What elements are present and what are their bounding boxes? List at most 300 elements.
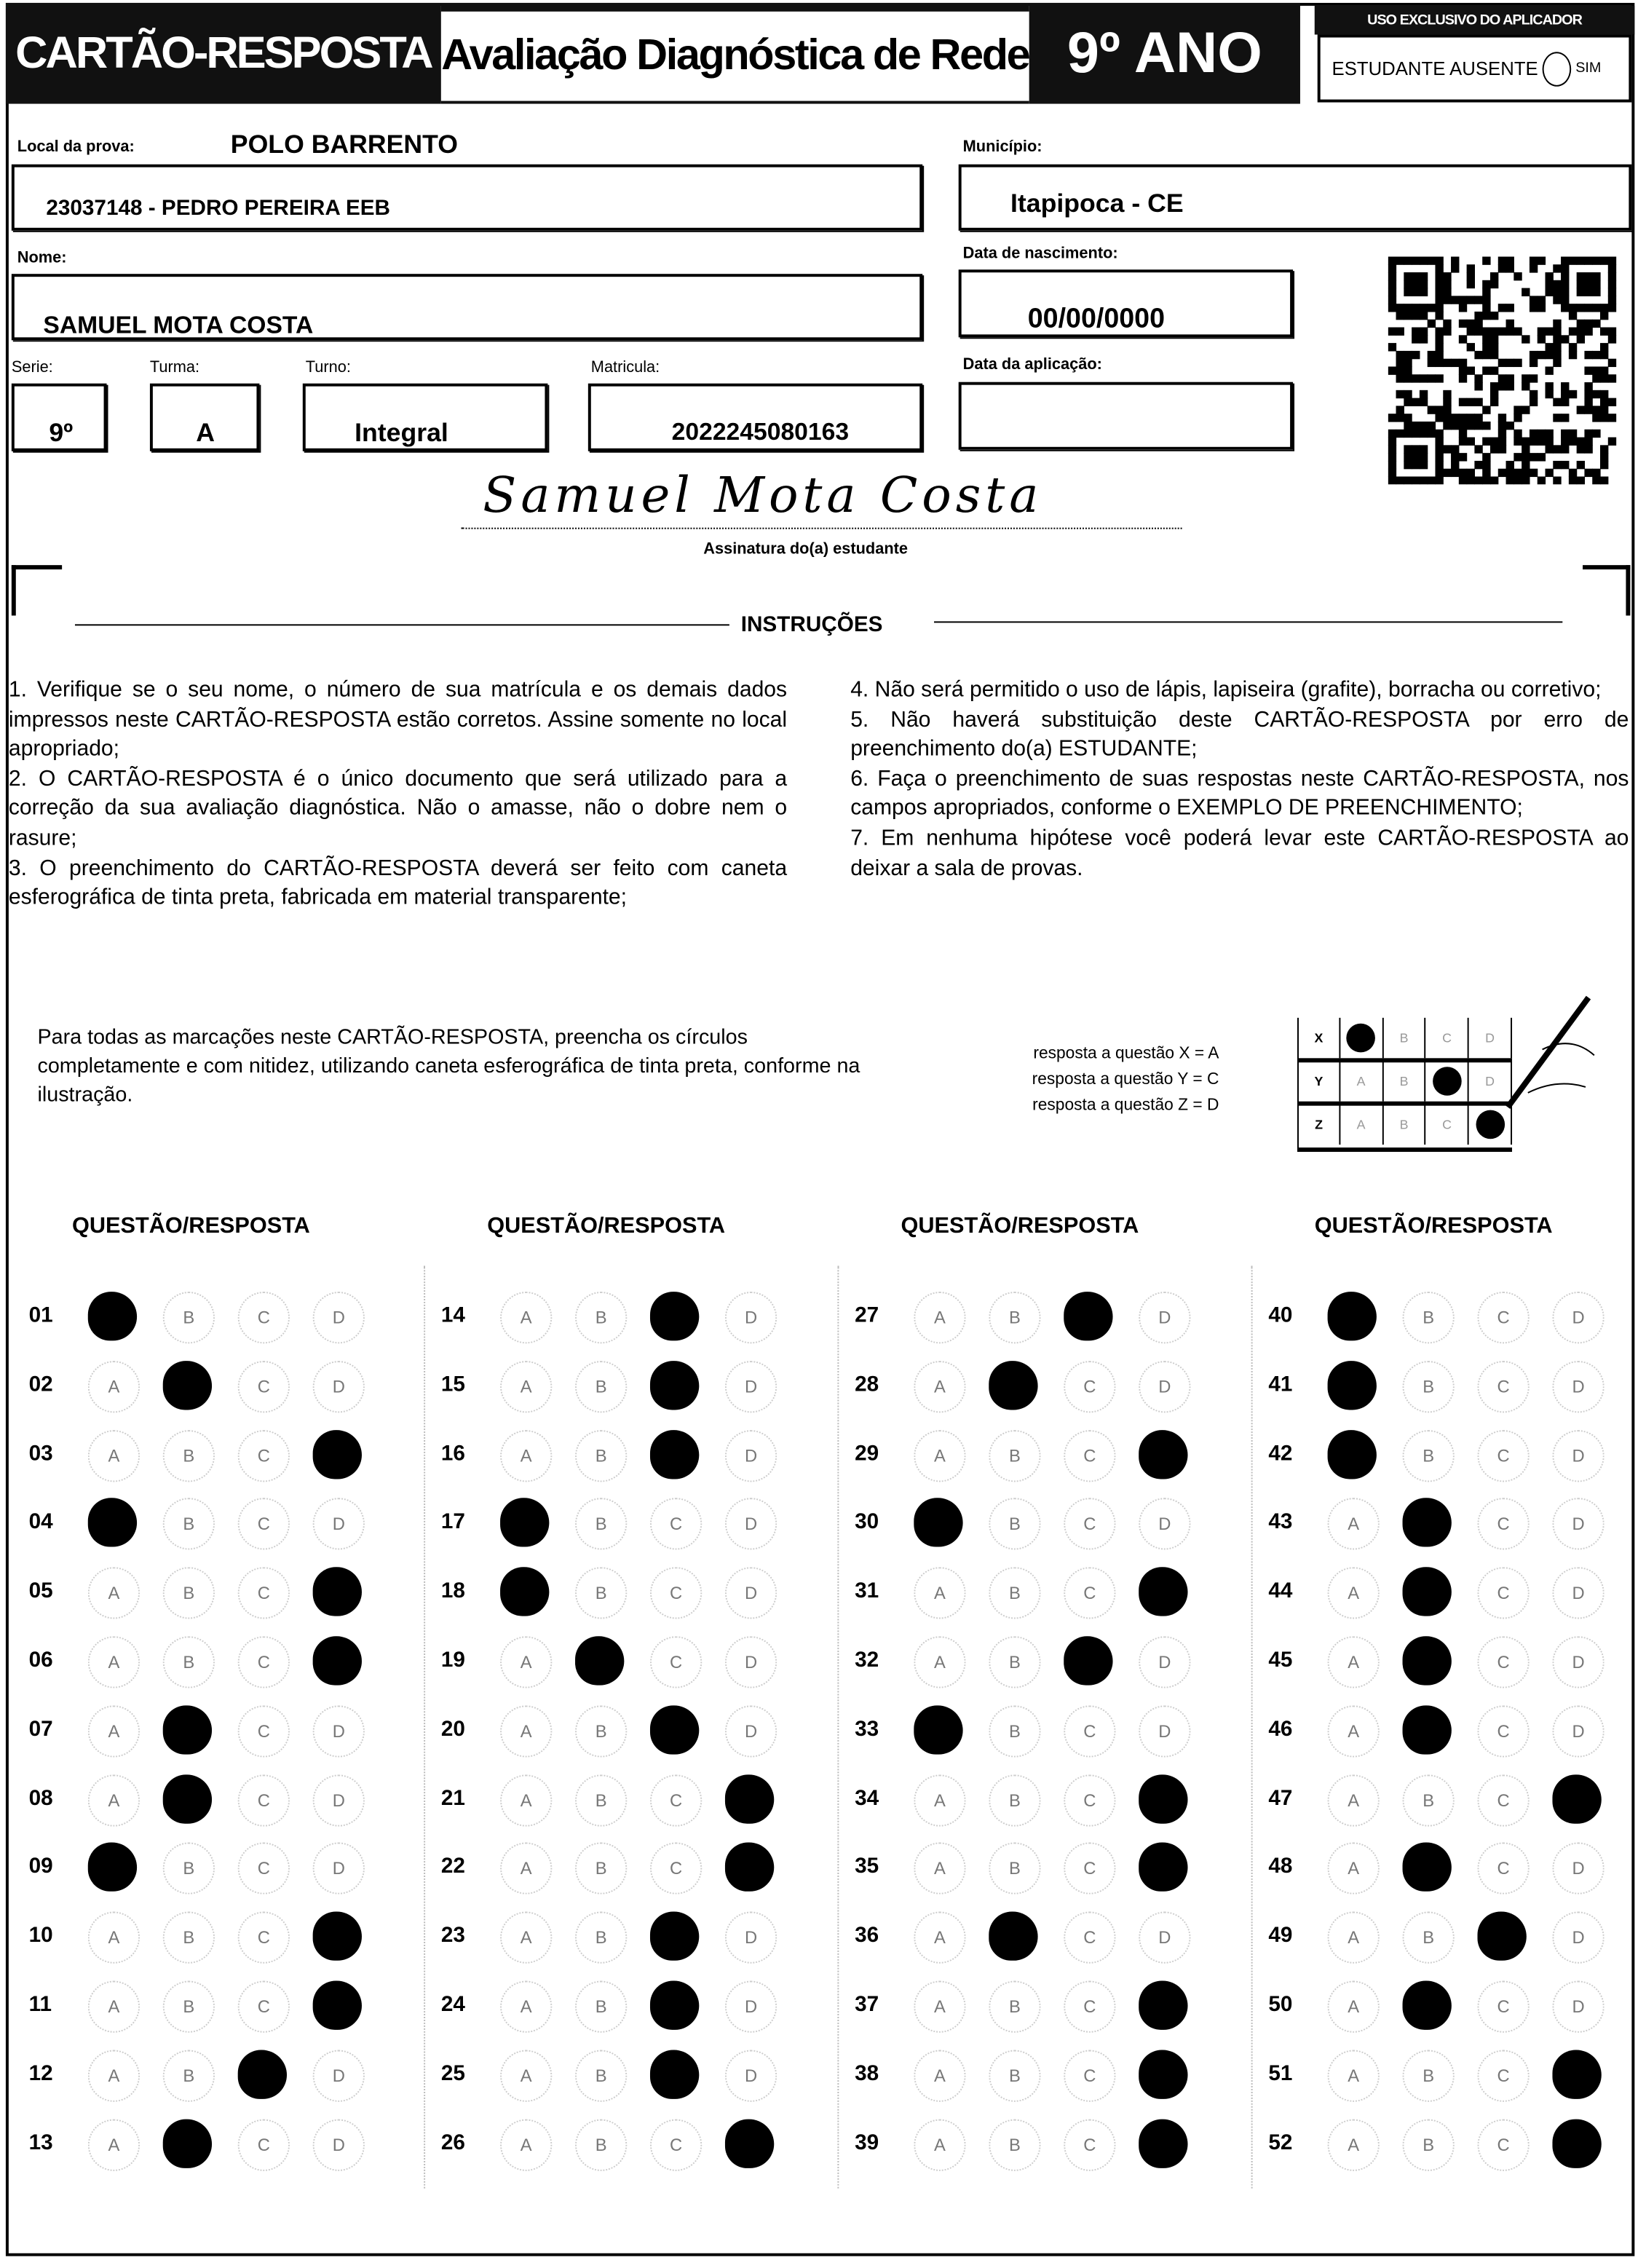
example-bubble <box>1340 1018 1383 1058</box>
answer-bubble-filled[interactable]: A <box>500 1498 549 1547</box>
nome-value: SAMUEL MOTA COSTA <box>43 311 314 339</box>
answer-bubble[interactable]: C <box>650 1843 702 1894</box>
answer-bubble[interactable]: B <box>163 1843 215 1894</box>
answer-bubble-filled[interactable]: A <box>1328 1292 1377 1340</box>
answer-bubble[interactable]: D <box>725 1705 777 1757</box>
answer-bubble[interactable]: B <box>989 1568 1040 1619</box>
applicator-only-label: USO EXCLUSIVO DO APLICADOR <box>1315 6 1635 35</box>
answer-bubble[interactable]: C <box>1478 1843 1530 1894</box>
answer-bubble-filled[interactable]: D <box>1139 1429 1187 1478</box>
column-separator <box>424 1265 425 2188</box>
answer-bubble-filled[interactable]: D <box>1139 1568 1187 1616</box>
answer-bubble[interactable]: C <box>1064 1429 1115 1481</box>
answer-bubble[interactable]: D <box>1552 1981 1604 2033</box>
answer-bubble[interactable]: C <box>1064 2119 1115 2170</box>
divider <box>934 621 1562 623</box>
answer-bubble[interactable]: B <box>989 2119 1040 2170</box>
answer-bubble[interactable]: C <box>238 2119 290 2170</box>
example-legend-y: resposta a questão Y = C <box>1032 1071 1219 1088</box>
answer-bubble[interactable]: C <box>1478 2050 1530 2101</box>
turno-label: Turno: <box>305 359 351 376</box>
question-number: 11 <box>28 1992 52 2018</box>
answer-bubble[interactable]: A <box>88 1568 140 1619</box>
instructions-title: INSTRUÇÕES <box>740 612 883 638</box>
answer-bubble-filled[interactable]: D <box>313 1568 362 1616</box>
answer-bubble[interactable]: C <box>238 1981 290 2033</box>
answer-bubble[interactable]: A <box>1328 1912 1380 1964</box>
answer-bubble[interactable]: B <box>575 1843 627 1894</box>
answer-bubble[interactable]: C <box>1064 1912 1115 1964</box>
answer-bubble-filled[interactable]: B <box>163 1361 212 1410</box>
answer-bubble[interactable]: D <box>313 1498 365 1550</box>
answer-bubble-filled[interactable]: D <box>1139 2119 1187 2168</box>
column-header: QUESTÃO/RESPOSTA <box>1314 1214 1553 1238</box>
answer-bubble[interactable]: A <box>88 1705 140 1757</box>
column-header: QUESTÃO/RESPOSTA <box>901 1214 1139 1238</box>
answer-bubble[interactable]: C <box>238 1912 290 1964</box>
example-bubble: D <box>1469 1061 1512 1101</box>
answer-bubble-filled[interactable]: D <box>1552 2050 1601 2098</box>
question-number: 19 <box>440 1648 465 1672</box>
answer-bubble[interactable]: B <box>989 1292 1040 1343</box>
answer-bubble[interactable]: D <box>313 1843 365 1894</box>
answer-bubble[interactable]: C <box>1478 2119 1530 2170</box>
serie-value: 9º <box>49 418 74 447</box>
turno-value: Integral <box>355 418 448 447</box>
answer-bubble[interactable]: A <box>914 1361 965 1412</box>
filled-bubble-icon <box>1433 1067 1462 1096</box>
answer-bubble[interactable]: D <box>1139 1636 1190 1688</box>
question-number: 51 <box>1268 2060 1293 2086</box>
answer-bubble[interactable]: B <box>163 1912 215 1964</box>
answer-bubble-filled[interactable]: A <box>88 1292 137 1340</box>
question-number: 17 <box>440 1509 465 1535</box>
answer-bubble[interactable]: D <box>1139 1705 1190 1757</box>
question-number: 41 <box>1268 1372 1293 1397</box>
answer-bubble-filled[interactable]: A <box>1328 1361 1377 1410</box>
answer-bubble[interactable]: A <box>88 1981 140 2033</box>
question-number: 38 <box>855 2060 879 2086</box>
answer-bubble[interactable]: D <box>313 1774 365 1826</box>
answer-bubble[interactable]: A <box>500 1429 552 1481</box>
answer-bubble-filled[interactable]: D <box>1139 1843 1187 1892</box>
answer-bubble[interactable]: D <box>725 1981 777 2033</box>
answer-bubble[interactable]: A <box>500 1705 552 1757</box>
absent-label: ESTUDANTE AUSENTE <box>1332 58 1538 79</box>
answer-bubble[interactable]: C <box>650 1498 702 1550</box>
answer-bubble[interactable]: B <box>163 1292 215 1343</box>
pen-icon <box>1471 992 1600 1136</box>
answer-bubble[interactable]: D <box>725 1498 777 1550</box>
answer-bubble[interactable]: A <box>88 1429 140 1481</box>
absent-option: SIM <box>1575 60 1602 76</box>
question-number: 30 <box>855 1509 879 1535</box>
answer-bubble[interactable]: A <box>500 1636 552 1688</box>
answer-bubble[interactable]: D <box>313 1292 365 1343</box>
answer-bubble[interactable]: C <box>238 1774 290 1826</box>
nascimento-value: 00/00/0000 <box>1027 304 1166 335</box>
answer-bubble-filled[interactable]: B <box>575 1636 624 1685</box>
instructions-right: 4. Não será permitido o uso de lápis, lapiseira (grafite), borracha ou corretivo; 5. Não haverá substituição deste CARTÃO-RESPOSTA por erro de preenchimento do(a) ESTUDANTE; 6. Faça o preenchimento de suas respostas neste CARTÃO-RESPOSTA, nos campos apropriados, conforme o EXEMPLO DE PREENCHIMENTO; 7. Em nenhuma hipótese você poderá levar este CARTÃO-RESPOSTA ao deixar a sala de provas. <box>850 677 1629 880</box>
answer-bubble[interactable]: B <box>989 1981 1040 2033</box>
answer-bubble-filled[interactable]: D <box>725 2119 774 2168</box>
answer-bubble[interactable]: A <box>914 1774 965 1826</box>
question-number: 15 <box>440 1372 465 1397</box>
answer-bubble[interactable]: D <box>725 1912 777 1964</box>
turma-label: Turma: <box>149 359 200 376</box>
answer-bubble[interactable]: D <box>725 1636 777 1688</box>
answer-bubble-filled[interactable]: D <box>313 1636 362 1685</box>
answer-bubble[interactable]: B <box>575 1361 627 1412</box>
answer-bubble[interactable]: A <box>1328 1981 1380 2033</box>
answer-bubble[interactable]: A <box>914 1292 965 1343</box>
answer-bubble[interactable]: D <box>1139 1912 1190 1964</box>
answer-bubble[interactable]: D <box>1552 1498 1604 1550</box>
answer-bubble[interactable]: A <box>914 1981 965 2033</box>
turma-field <box>150 384 259 451</box>
answer-bubble[interactable]: B <box>163 1981 215 2033</box>
example-bubble: A <box>1340 1061 1383 1101</box>
question-number: 28 <box>855 1372 879 1397</box>
answer-bubble[interactable]: D <box>1552 1636 1604 1688</box>
answer-bubble-filled[interactable]: C <box>238 2050 287 2098</box>
answer-bubble[interactable]: C <box>238 1429 290 1481</box>
answer-bubble[interactable]: A <box>88 1912 140 1964</box>
serie-field <box>12 384 107 451</box>
answer-bubble-filled[interactable]: D <box>1552 2119 1601 2168</box>
answer-bubble-filled[interactable]: D <box>725 1774 774 1823</box>
answer-bubble-filled[interactable]: D <box>725 1843 774 1892</box>
question-number: 39 <box>855 2130 879 2155</box>
answer-bubble[interactable]: C <box>1064 1843 1115 1894</box>
question-number: 21 <box>440 1785 465 1811</box>
example-instructions: Para todas as marcações neste CARTÃO-RESPOSTA, preencha os círculos completamente e com nitidez, utilizando caneta esferográfica de tinta preta, conforme na ilustração. <box>37 1026 860 1107</box>
answer-bubble[interactable]: C <box>1064 2050 1115 2101</box>
answer-bubble[interactable]: A <box>1328 1568 1380 1619</box>
question-number: 52 <box>1268 2130 1293 2155</box>
answer-bubble[interactable]: C <box>650 2119 702 2170</box>
question-number: 34 <box>855 1785 879 1811</box>
answer-bubble[interactable]: B <box>989 1705 1040 1757</box>
answer-bubble[interactable]: D <box>1552 1705 1604 1757</box>
answer-bubble[interactable]: A <box>1328 2119 1380 2170</box>
answer-bubble[interactable]: D <box>1552 1568 1604 1619</box>
answer-bubble-filled[interactable]: B <box>1403 1705 1452 1754</box>
answer-bubble[interactable]: D <box>725 1568 777 1619</box>
signature-line <box>462 528 1182 529</box>
answer-bubble[interactable]: D <box>313 1361 365 1412</box>
answer-bubble[interactable]: D <box>725 1429 777 1481</box>
question-number: 48 <box>1268 1854 1293 1879</box>
example-bubble: A <box>1340 1105 1383 1145</box>
answer-bubble[interactable]: B <box>575 1429 627 1481</box>
question-number: 32 <box>855 1648 879 1672</box>
answer-bubble[interactable]: D <box>725 1361 777 1412</box>
local-value: POLO BARRENTO <box>230 130 459 159</box>
answer-bubble[interactable]: D <box>313 1705 365 1757</box>
answer-bubble[interactable]: B <box>1403 2050 1455 2101</box>
answer-bubble[interactable]: D <box>1552 1361 1604 1412</box>
answer-bubble[interactable]: D <box>1139 1498 1190 1550</box>
answer-bubble[interactable]: B <box>989 1429 1040 1481</box>
answer-bubble-filled[interactable]: A <box>88 1843 137 1892</box>
answer-bubble[interactable]: A <box>88 2050 140 2101</box>
answer-bubble[interactable]: C <box>238 1843 290 1894</box>
answer-bubble[interactable]: A <box>500 1774 552 1826</box>
answer-bubble[interactable]: B <box>575 1292 627 1343</box>
question-number: 07 <box>28 1716 53 1742</box>
question-number: 36 <box>855 1923 879 1948</box>
answer-bubble[interactable]: A <box>914 2050 965 2101</box>
answer-bubble[interactable]: C <box>1064 1705 1115 1757</box>
answer-bubble[interactable]: B <box>575 2119 627 2170</box>
answer-bubble[interactable]: B <box>1403 1292 1455 1343</box>
answer-bubble[interactable]: D <box>725 1292 777 1343</box>
answer-bubble-filled[interactable]: D <box>1139 1981 1187 2030</box>
example-row-label: Z <box>1299 1105 1340 1145</box>
answer-bubble[interactable]: A <box>500 1912 552 1964</box>
answer-bubble[interactable]: A <box>500 1361 552 1412</box>
answer-bubble-filled[interactable]: C <box>650 1981 699 2030</box>
answer-bubble[interactable]: B <box>575 1774 627 1826</box>
answer-bubble-filled[interactable]: B <box>1403 1843 1452 1892</box>
answer-bubble[interactable]: C <box>1478 1361 1530 1412</box>
answer-bubble[interactable]: B <box>1403 2119 1455 2170</box>
serie-label: Serie: <box>11 359 53 376</box>
answer-bubble[interactable]: D <box>313 2050 365 2101</box>
example-bubble <box>1426 1061 1469 1101</box>
answer-bubble[interactable]: C <box>1064 1498 1115 1550</box>
answer-bubble[interactable]: A <box>1328 1498 1380 1550</box>
answer-bubble[interactable]: B <box>163 1636 215 1688</box>
filled-bubble-icon <box>1347 1024 1376 1053</box>
answer-bubble-filled[interactable]: C <box>1064 1292 1112 1340</box>
answer-bubble[interactable]: B <box>989 2050 1040 2101</box>
question-number: 29 <box>855 1441 879 1466</box>
answer-bubble[interactable]: A <box>1328 1636 1380 1688</box>
question-number: 14 <box>440 1303 465 1328</box>
answer-bubble[interactable]: A <box>914 1843 965 1894</box>
answer-bubble-filled[interactable]: B <box>1403 1981 1452 2030</box>
answer-bubble[interactable]: A <box>88 2119 140 2170</box>
answer-bubble[interactable]: A <box>914 1636 965 1688</box>
answer-bubble-filled[interactable]: B <box>1403 1636 1452 1685</box>
answer-bubble-filled[interactable]: C <box>650 1705 699 1754</box>
answer-bubble-filled[interactable]: B <box>1403 1568 1452 1616</box>
divider <box>75 624 729 625</box>
answer-bubble-filled[interactable]: D <box>313 1429 362 1478</box>
answer-bubble-filled[interactable]: C <box>650 2050 699 2098</box>
question-number: 42 <box>1268 1441 1293 1466</box>
answer-bubble-filled[interactable]: A <box>914 1498 962 1547</box>
answer-bubble[interactable]: A <box>914 1912 965 1964</box>
answer-bubble[interactable]: C <box>1064 1774 1115 1826</box>
municipio-value: Itapipoca - CE <box>1010 189 1184 218</box>
answer-bubble[interactable]: B <box>989 1498 1040 1550</box>
question-number: 40 <box>1268 1303 1293 1328</box>
answer-bubble[interactable]: B <box>163 1568 215 1619</box>
answer-bubble[interactable]: D <box>1139 1361 1190 1412</box>
question-number: 18 <box>440 1578 465 1604</box>
answer-bubble[interactable]: A <box>1328 2050 1380 2101</box>
answer-bubble-filled[interactable]: A <box>88 1498 137 1547</box>
answer-bubble[interactable]: B <box>575 1981 627 2033</box>
answer-bubble[interactable]: B <box>989 1843 1040 1894</box>
answer-bubble[interactable]: C <box>1478 1568 1530 1619</box>
answer-bubble[interactable]: A <box>1328 1705 1380 1757</box>
answer-bubble-filled[interactable]: B <box>989 1912 1037 1961</box>
answer-bubble[interactable]: D <box>1552 1429 1604 1481</box>
answer-bubble[interactable]: A <box>914 2119 965 2170</box>
answer-bubble[interactable]: C <box>1064 1568 1115 1619</box>
answer-bubble-filled[interactable]: C <box>1478 1912 1527 1961</box>
aplicacao-label: Data da aplicação: <box>962 356 1102 374</box>
question-number: 44 <box>1268 1578 1293 1604</box>
example-bubble: B <box>1383 1061 1426 1101</box>
answer-bubble-filled[interactable]: B <box>163 1774 212 1823</box>
answer-bubble[interactable]: C <box>238 1292 290 1343</box>
question-number: 31 <box>855 1578 879 1604</box>
absent-student-box <box>1318 35 1632 103</box>
local-label: Local da prova: <box>17 138 135 156</box>
answer-bubble[interactable]: C <box>238 1361 290 1412</box>
answer-bubble[interactable]: B <box>575 1498 627 1550</box>
answer-bubble[interactable]: A <box>500 2119 552 2170</box>
question-number: 24 <box>440 1992 465 2018</box>
answer-bubble[interactable]: C <box>238 1705 290 1757</box>
question-number: 02 <box>28 1372 53 1397</box>
answer-bubble-filled[interactable]: B <box>989 1361 1037 1410</box>
answer-bubble-filled[interactable]: C <box>1064 1636 1112 1685</box>
answer-bubble-filled[interactable]: D <box>1552 1774 1601 1823</box>
answer-bubble-filled[interactable]: D <box>1139 2050 1187 2098</box>
question-number: 46 <box>1268 1716 1293 1742</box>
answer-bubble[interactable]: C <box>1478 1636 1530 1688</box>
answer-bubble[interactable]: B <box>575 1912 627 1964</box>
question-number: 23 <box>440 1923 465 1948</box>
answer-bubble[interactable]: D <box>1552 1843 1604 1894</box>
answer-bubble[interactable]: D <box>1139 1292 1190 1343</box>
answer-bubble[interactable]: D <box>1552 1912 1604 1964</box>
answer-bubble[interactable]: A <box>88 1636 140 1688</box>
answer-bubble-filled[interactable]: B <box>163 1705 212 1754</box>
answer-bubble-filled[interactable]: C <box>650 1292 699 1340</box>
answer-bubble[interactable]: B <box>989 1774 1040 1826</box>
answer-bubble[interactable]: B <box>575 1568 627 1619</box>
question-number: 43 <box>1268 1509 1293 1535</box>
answer-bubble-filled[interactable]: C <box>650 1429 699 1478</box>
question-number: 35 <box>855 1854 879 1879</box>
answer-bubble-filled[interactable]: B <box>163 2119 212 2168</box>
answer-bubble[interactable]: B <box>1403 1429 1455 1481</box>
question-number: 45 <box>1268 1648 1293 1672</box>
answer-bubble-filled[interactable]: D <box>313 1981 362 2030</box>
answer-bubble[interactable]: C <box>650 1568 702 1619</box>
answer-bubble[interactable]: A <box>914 1568 965 1619</box>
answer-bubble[interactable]: A <box>500 1981 552 2033</box>
answer-bubble[interactable]: C <box>1064 1361 1115 1412</box>
answer-bubble[interactable]: C <box>238 1568 290 1619</box>
absent-checkbox[interactable] <box>1543 51 1572 86</box>
question-number: 03 <box>28 1441 53 1466</box>
answer-bubble[interactable]: C <box>1064 1981 1115 2033</box>
answer-bubble-filled[interactable]: A <box>500 1568 549 1616</box>
answer-bubble[interactable]: A <box>88 1361 140 1412</box>
answer-bubble[interactable]: B <box>1403 1912 1455 1964</box>
answer-bubble[interactable]: D <box>1552 1292 1604 1343</box>
answer-bubble[interactable]: C <box>1478 1774 1530 1826</box>
answer-bubble[interactable]: D <box>725 2050 777 2101</box>
question-number: 20 <box>440 1716 465 1742</box>
answer-bubble[interactable]: A <box>500 1843 552 1894</box>
matricula-value: 2022245080163 <box>671 418 850 446</box>
answer-bubble[interactable]: C <box>1478 1429 1530 1481</box>
question-number: 04 <box>28 1509 53 1535</box>
question-number: 06 <box>28 1648 53 1672</box>
question-number: 22 <box>440 1854 465 1879</box>
answer-bubble[interactable]: D <box>313 2119 365 2170</box>
nascimento-field <box>959 269 1293 337</box>
answer-bubble[interactable]: C <box>1478 1498 1530 1550</box>
answer-bubble-filled[interactable]: D <box>1139 1774 1187 1823</box>
answer-bubble[interactable]: C <box>238 1636 290 1688</box>
answer-bubble-filled[interactable]: C <box>650 1361 699 1410</box>
answer-bubble[interactable]: C <box>238 1498 290 1550</box>
exam-name: Avaliação Diagnóstica de Rede <box>441 12 1029 101</box>
answer-bubble[interactable]: A <box>914 1429 965 1481</box>
question-number: 49 <box>1268 1923 1293 1948</box>
answer-bubble-filled[interactable]: A <box>914 1705 962 1754</box>
corner-bracket <box>12 565 62 615</box>
answer-bubble-filled[interactable]: D <box>313 1912 362 1961</box>
instructions-left: 1. Verifique se o seu nome, o número de sua matrícula e os demais dados impressos neste CARTÃO-RESPOSTA estão corretos. Assine somente no local apropriado; 2. O CARTÃO-RESPOSTA é o único documento que será utilizado para a correção da sua avaliação diagnóstica. Não o amasse, não o dobre nem o rasure; 3. O preenchimento do CARTÃO-RESPOSTA deverá ser feito com caneta esferográfica de tinta preta, fabricada em material transparente; <box>8 677 788 910</box>
answer-bubble[interactable]: B <box>575 1705 627 1757</box>
answer-bubble[interactable]: A <box>1328 1843 1380 1894</box>
question-number: 12 <box>28 2060 53 2086</box>
answer-bubble[interactable]: A <box>88 1774 140 1826</box>
answer-bubble[interactable]: B <box>163 1429 215 1481</box>
matricula-field <box>588 384 922 451</box>
answer-bubble[interactable]: C <box>1478 1705 1530 1757</box>
answer-bubble[interactable]: C <box>1478 1981 1530 2033</box>
answer-bubble[interactable]: A <box>500 1292 552 1343</box>
answer-bubble[interactable]: B <box>989 1636 1040 1688</box>
question-number: 10 <box>28 1923 53 1948</box>
answer-bubble-filled[interactable]: C <box>650 1912 699 1961</box>
question-number: 09 <box>28 1854 53 1879</box>
answer-bubble[interactable]: B <box>163 1498 215 1550</box>
answer-bubble[interactable]: A <box>500 2050 552 2101</box>
answer-bubble-filled[interactable]: B <box>1403 1498 1452 1547</box>
municipio-label: Município: <box>962 138 1042 156</box>
question-number: 16 <box>440 1441 465 1466</box>
example-bubble: C <box>1426 1018 1469 1058</box>
answer-bubble[interactable]: A <box>1328 1774 1380 1826</box>
answer-bubble[interactable]: C <box>650 1774 702 1826</box>
nome-field <box>12 274 922 340</box>
answer-bubble[interactable]: C <box>650 1636 702 1688</box>
answer-bubble[interactable]: B <box>1403 1361 1455 1412</box>
column-header: QUESTÃO/RESPOSTA <box>72 1214 310 1238</box>
answer-bubble[interactable]: C <box>1478 1292 1530 1343</box>
answer-bubble[interactable]: B <box>575 2050 627 2101</box>
question-number: 37 <box>855 1992 879 2018</box>
question-number: 27 <box>855 1303 879 1328</box>
answer-bubble-filled[interactable]: A <box>1328 1429 1377 1478</box>
answer-bubble[interactable]: B <box>163 2050 215 2101</box>
nascimento-label: Data de nascimento: <box>962 245 1118 263</box>
answer-bubble[interactable]: B <box>1403 1774 1455 1826</box>
